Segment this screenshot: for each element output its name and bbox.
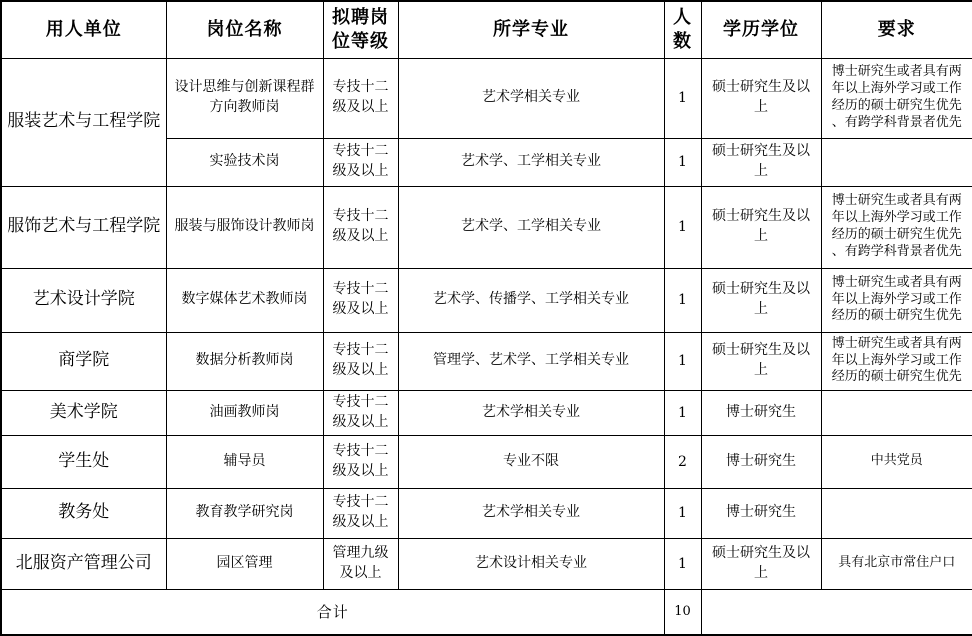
requirement-cell: 中共党员 <box>821 435 972 488</box>
table-row <box>1 435 972 488</box>
major-cell: 艺术学、工学相关专业 <box>398 186 664 268</box>
degree-cell: 博士研究生 <box>701 488 821 538</box>
position-cell: 教育教学研究岗 <box>166 488 323 538</box>
degree-cell: 硕士研究生及以上 <box>701 58 821 138</box>
count-cell: 1 <box>664 58 701 138</box>
count-cell: 1 <box>664 538 701 589</box>
position-cell: 油画教师岗 <box>166 390 323 435</box>
unit-cell: 服装艺术与工程学院 <box>1 58 166 186</box>
header-level: 拟聘岗位等级 <box>323 1 398 58</box>
table-row <box>1 58 972 138</box>
requirement-cell <box>821 488 972 538</box>
requirement-cell: 博士研究生或者具有两年以上海外学习或工作经历的硕士研究生优先、有跨学科背景者优先 <box>821 58 972 138</box>
degree-cell: 硕士研究生及以上 <box>701 268 821 332</box>
major-cell: 专业不限 <box>398 435 664 488</box>
total-count: 10 <box>664 589 701 635</box>
level-cell: 专技十二级及以上 <box>323 138 398 186</box>
major-cell: 艺术学、传播学、工学相关专业 <box>398 268 664 332</box>
table-row <box>1 488 972 538</box>
degree-cell: 博士研究生 <box>701 390 821 435</box>
degree-cell: 硕士研究生及以上 <box>701 186 821 268</box>
table-row <box>1 332 972 390</box>
header-major: 所学专业 <box>398 1 664 58</box>
header-requirement: 要求 <box>821 1 972 58</box>
requirement-cell: 博士研究生或者具有两年以上海外学习或工作经历的硕士研究生优先 <box>821 268 972 332</box>
unit-cell: 艺术设计学院 <box>1 268 166 332</box>
total-empty-cell <box>701 589 972 635</box>
requirement-cell: 具有北京市常住户口 <box>821 538 972 589</box>
major-cell: 管理学、艺术学、工学相关专业 <box>398 332 664 390</box>
position-cell: 服装与服饰设计教师岗 <box>166 186 323 268</box>
level-cell: 专技十二级及以上 <box>323 332 398 390</box>
count-cell: 1 <box>664 332 701 390</box>
position-cell: 设计思维与创新课程群方向教师岗 <box>166 58 323 138</box>
level-cell: 专技十二级及以上 <box>323 435 398 488</box>
major-cell: 艺术学相关专业 <box>398 390 664 435</box>
count-cell: 1 <box>664 186 701 268</box>
level-cell: 专技十二级及以上 <box>323 488 398 538</box>
position-cell: 实验技术岗 <box>166 138 323 186</box>
unit-cell: 商学院 <box>1 332 166 390</box>
table-row <box>1 186 972 268</box>
requirement-cell <box>821 138 972 186</box>
position-cell: 辅导员 <box>166 435 323 488</box>
header-count: 人数 <box>664 1 701 58</box>
count-cell: 2 <box>664 435 701 488</box>
position-cell: 数字媒体艺术教师岗 <box>166 268 323 332</box>
major-cell: 艺术设计相关专业 <box>398 538 664 589</box>
count-cell: 1 <box>664 390 701 435</box>
unit-cell: 服饰艺术与工程学院 <box>1 186 166 268</box>
major-cell: 艺术学相关专业 <box>398 488 664 538</box>
requirement-cell: 博士研究生或者具有两年以上海外学习或工作经历的硕士研究生优先 <box>821 332 972 390</box>
table-row <box>1 538 972 589</box>
major-cell: 艺术学相关专业 <box>398 58 664 138</box>
level-cell: 专技十二级及以上 <box>323 58 398 138</box>
unit-cell: 北服资产管理公司 <box>1 538 166 589</box>
level-cell: 专技十二级及以上 <box>323 390 398 435</box>
level-cell: 管理九级及以上 <box>323 538 398 589</box>
count-cell: 1 <box>664 488 701 538</box>
table-row <box>1 390 972 435</box>
header-degree: 学历学位 <box>701 1 821 58</box>
position-cell: 数据分析教师岗 <box>166 332 323 390</box>
requirement-cell: 博士研究生或者具有两年以上海外学习或工作经历的硕士研究生优先、有跨学科背景者优先 <box>821 186 972 268</box>
total-label: 合计 <box>1 589 664 635</box>
major-cell: 艺术学、工学相关专业 <box>398 138 664 186</box>
count-cell: 1 <box>664 138 701 186</box>
table-row <box>1 268 972 332</box>
unit-cell: 美术学院 <box>1 390 166 435</box>
count-cell: 1 <box>664 268 701 332</box>
total-row <box>1 589 972 635</box>
degree-cell: 博士研究生 <box>701 435 821 488</box>
unit-cell: 学生处 <box>1 435 166 488</box>
unit-cell: 教务处 <box>1 488 166 538</box>
requirement-cell <box>821 390 972 435</box>
degree-cell: 硕士研究生及以上 <box>701 538 821 589</box>
level-cell: 专技十二级及以上 <box>323 268 398 332</box>
degree-cell: 硕士研究生及以上 <box>701 138 821 186</box>
header-unit: 用人单位 <box>1 1 166 58</box>
position-cell: 园区管理 <box>166 538 323 589</box>
header-row <box>1 1 972 58</box>
degree-cell: 硕士研究生及以上 <box>701 332 821 390</box>
header-position: 岗位名称 <box>166 1 323 58</box>
level-cell: 专技十二级及以上 <box>323 186 398 268</box>
